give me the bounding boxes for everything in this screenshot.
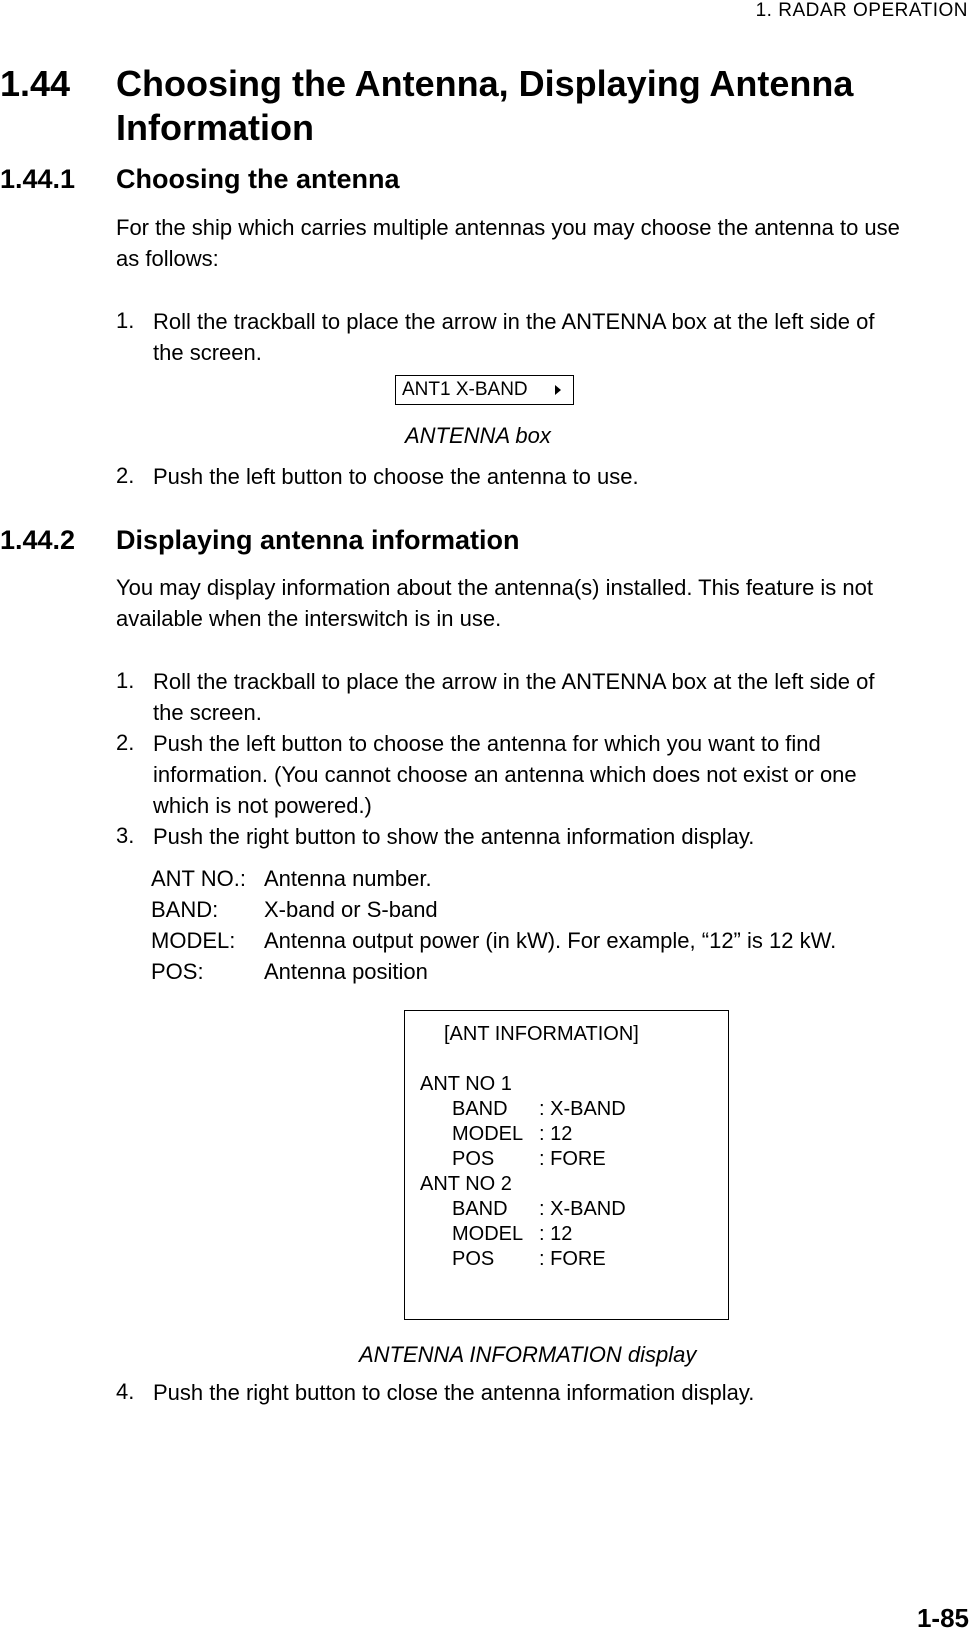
ant1-pos-label: POS [452, 1148, 495, 1170]
sub2-step1-line2: the screen. [153, 700, 262, 725]
sub2-step2-line2: information. (You cannot choose an antenna which does not exist or one [153, 762, 857, 787]
sub2-step3-line1: Push the right button to show the antenna information display. [153, 824, 755, 849]
ant1-band-label: BAND [452, 1098, 508, 1120]
ant1-band-value: : X-BAND [539, 1098, 626, 1120]
sub1-step1-line1: Roll the trackball to place the arrow in the ANTENNA box at the left side of [153, 309, 875, 334]
ant2-model-label: MODEL [452, 1223, 524, 1245]
subsection-1-number: 1.44.1 [0, 164, 76, 194]
sub2-step1-line1: Roll the trackball to place the arrow in the ANTENNA box at the left side of [153, 669, 875, 694]
ant1-model-label: MODEL [452, 1123, 524, 1145]
def-term: BAND: [151, 897, 219, 922]
info-title: [ANT INFORMATION] [444, 1023, 639, 1045]
ant2-pos-label: POS [452, 1248, 495, 1270]
sub1-step1-line2: the screen. [153, 340, 262, 365]
antenna-box [395, 375, 574, 405]
def-term: POS: [151, 959, 204, 984]
running-header: 1. RADAR OPERATION [755, 0, 968, 21]
antenna-box-label: ANT1 X-BAND [402, 379, 528, 400]
sub1-step2-line1: Push the left button to choose the antenna to use. [153, 464, 639, 489]
section-number: 1.44 [0, 63, 71, 104]
ant2-label: ANT NO 2 [420, 1173, 512, 1195]
ant2-band-label: BAND [452, 1198, 508, 1220]
antenna-information-display [404, 1010, 729, 1320]
subsection-2-title: Displaying antenna information [116, 525, 520, 555]
antenna-box-caption: ANTENNA box [405, 423, 551, 448]
def-term: ANT NO.: [151, 866, 246, 891]
section-title-line1: Choosing the Antenna, Displaying Antenna [116, 63, 854, 104]
arrow-right-icon [555, 385, 561, 395]
sub2-step2-number: 2. [116, 730, 135, 755]
ant1-label: ANT NO 1 [420, 1073, 512, 1095]
ant2-model-value: : 12 [539, 1223, 573, 1245]
subsection-2-number: 1.44.2 [0, 525, 76, 555]
ant2-pos-value: : FORE [539, 1248, 606, 1270]
page-number: 1-85 [916, 1603, 969, 1633]
sub2-step2-line3: which is not powered.) [153, 793, 372, 818]
def-desc: X-band or S-band [264, 897, 438, 922]
sub1-intro-line1: For the ship which carries multiple antennas you may choose the antenna to use [116, 215, 900, 240]
sub2-intro-line1: You may display information about the antenna(s) installed. This feature is not [116, 575, 874, 600]
sub2-step1-number: 1. [116, 668, 135, 693]
def-desc: Antenna number. [264, 866, 432, 891]
sub2-step3-number: 3. [116, 823, 135, 848]
ant1-model-value: : 12 [539, 1123, 573, 1145]
antenna-information-caption: ANTENNA INFORMATION display [359, 1342, 697, 1367]
subsection-1-title: Choosing the antenna [116, 164, 400, 194]
ant1-pos-value: : FORE [539, 1148, 606, 1170]
sub1-step1-number: 1. [116, 308, 135, 333]
def-desc: Antenna output power (in kW). For example, “12” is 12 kW. [264, 928, 837, 953]
ant2-band-value: : X-BAND [539, 1198, 626, 1220]
sub1-intro-line2: as follows: [116, 246, 219, 271]
sub2-step2-line1: Push the left button to choose the antenna for which you want to find [153, 731, 821, 756]
sub2-intro-line2: available when the interswitch is in use. [116, 606, 502, 631]
sub2-step4-number: 4. [116, 1379, 135, 1404]
sub2-step4-line1: Push the right button to close the antenna information display. [153, 1380, 755, 1405]
sub1-step2-number: 2. [116, 463, 135, 488]
section-title-line2: Information [116, 107, 314, 148]
def-desc: Antenna position [264, 959, 428, 984]
def-term: MODEL: [151, 928, 236, 953]
